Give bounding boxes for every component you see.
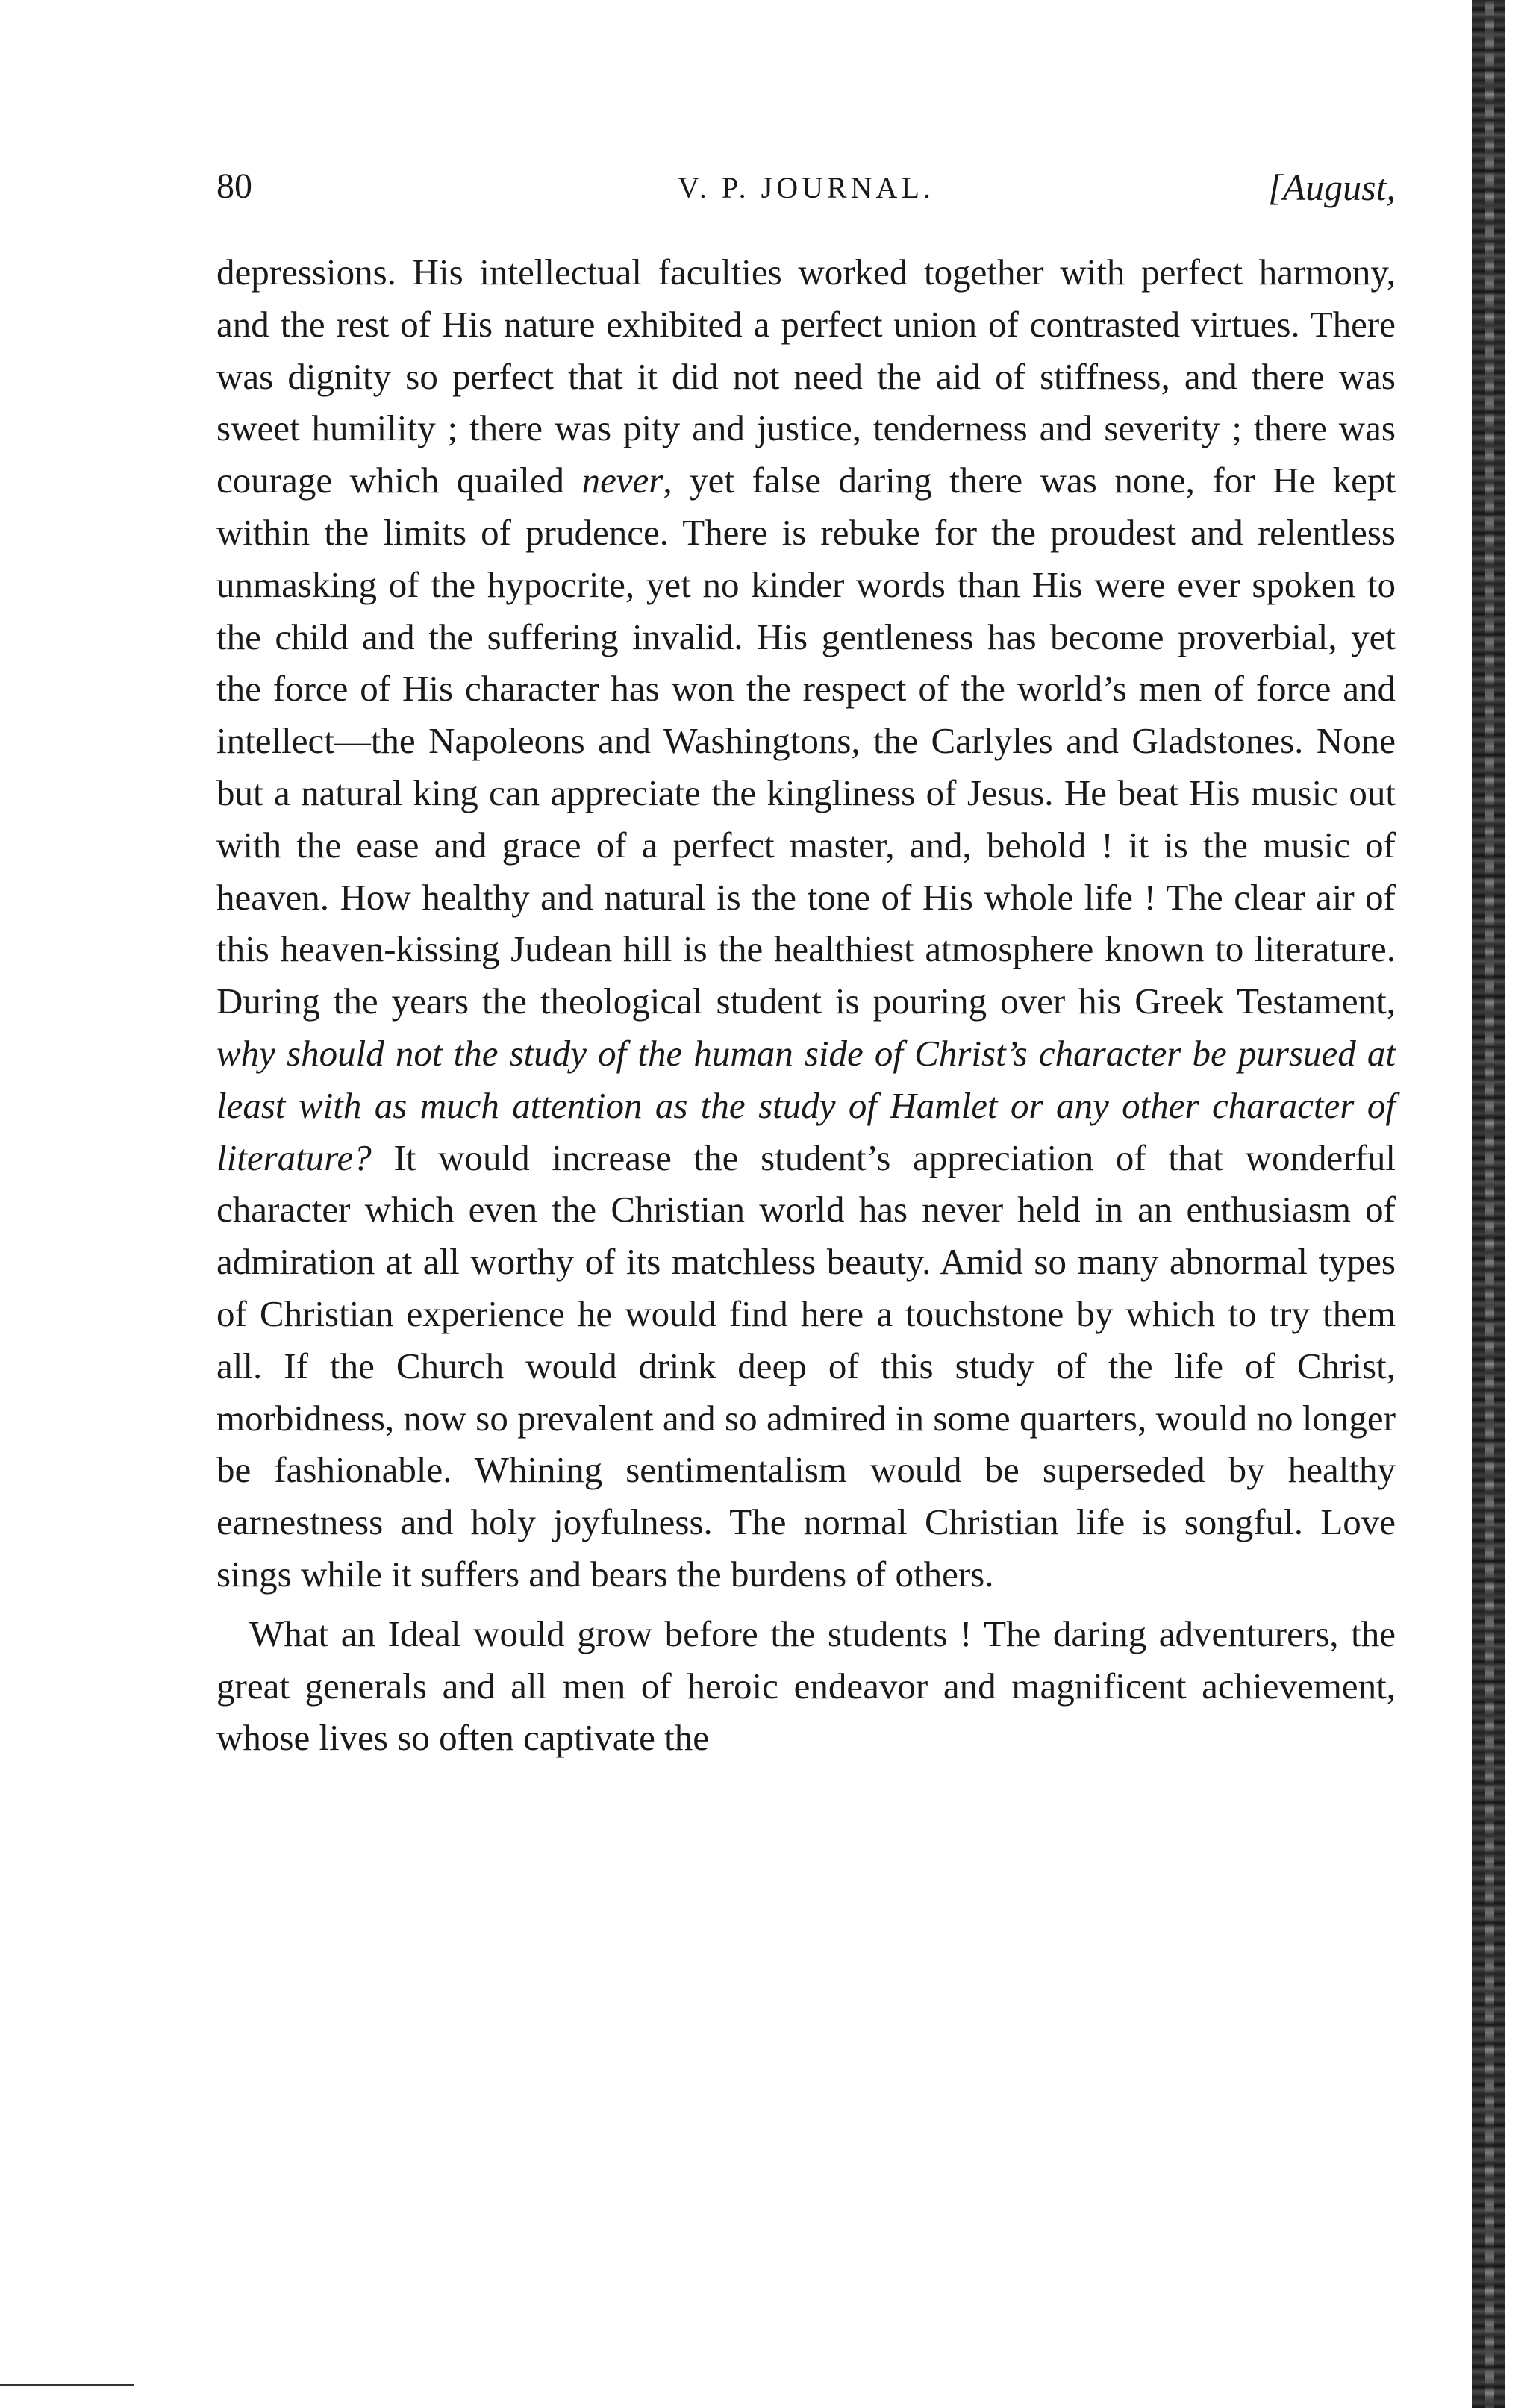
paragraph-1-part-b: , yet false daring there was none, for He kept within the limits of prudence. There is rebuke for the proudest and relentless unmasking of the hypocrite, yet no kinder words than His were ever spoken to the child and the suffering invalid. His gentleness has become proverbial, yet the force of His character has won the respect of the world’s men of force and intellect—the Napoleons and Washingtons, the Carlyles and Gladstones. None but a natural king can appreciate the kingliness of Jesus. He beat His music out with the ease and grace of a perfect master, and, behold ! it is the music of heaven. How healthy and natural is the tone of His whole life ! The clear air of this heaven-kissing Judean hill is the healthiest atmosphere known to literature. During the years the theological student is pouring over his Greek Testament, [216,460,1396,1022]
paragraph-1 [216,246,1396,1601]
paragraph-2: What an Ideal would grow before the students ! The daring adventurers, the great generals and all men of heroic endeavor and magnificent achievement, whose lives so often captivate the [216,1613,1396,1759]
running-title: V. P. JOURNAL. [678,171,934,204]
paragraph-1-part-c: It would increase the student’s appreciation of that wonderful character which even the Christian world has never held in an enthusiasm of admiration at all worthy of its matchless beauty. Amid so many abnormal types of Christian experience he would find here a touchstone by which to try them all. If the Church would drink deep of this study of the life of Christ, morbidness, now so prevalent and so admired in some quarters, would no longer be fashionable. Whining sentimentalism would be superseded by healthy earnestness and holy joyfulness. The normal Christian life is songful. Love sings while it suffers and bears the burdens of others. [216,1136,1396,1595]
italic-question: why should not the study of the human side of Christ’s character be pursued at least with as much attention as the study of Hamlet or any other character of literature? [216,1032,1396,1178]
italic-never: never [581,460,663,501]
scan-page-edge-highlight [1485,0,1494,2408]
page-number: 80 [216,166,252,206]
paragraph-1-part-a: depressions. His intellectual faculties worked together with perfect harmony, and the rest of His nature exhibited a perfect union of contrasted virtues. There was dignity so perfect that it did not need the aid of stiffness, and there was sweet humility ; there was pity and justice, tenderness and severity ; there was courage which quailed [216,251,1396,501]
footer-rule [0,2384,134,2386]
running-month: [August, [1268,166,1396,208]
running-header [216,166,1396,225]
page-body [216,246,1396,1764]
